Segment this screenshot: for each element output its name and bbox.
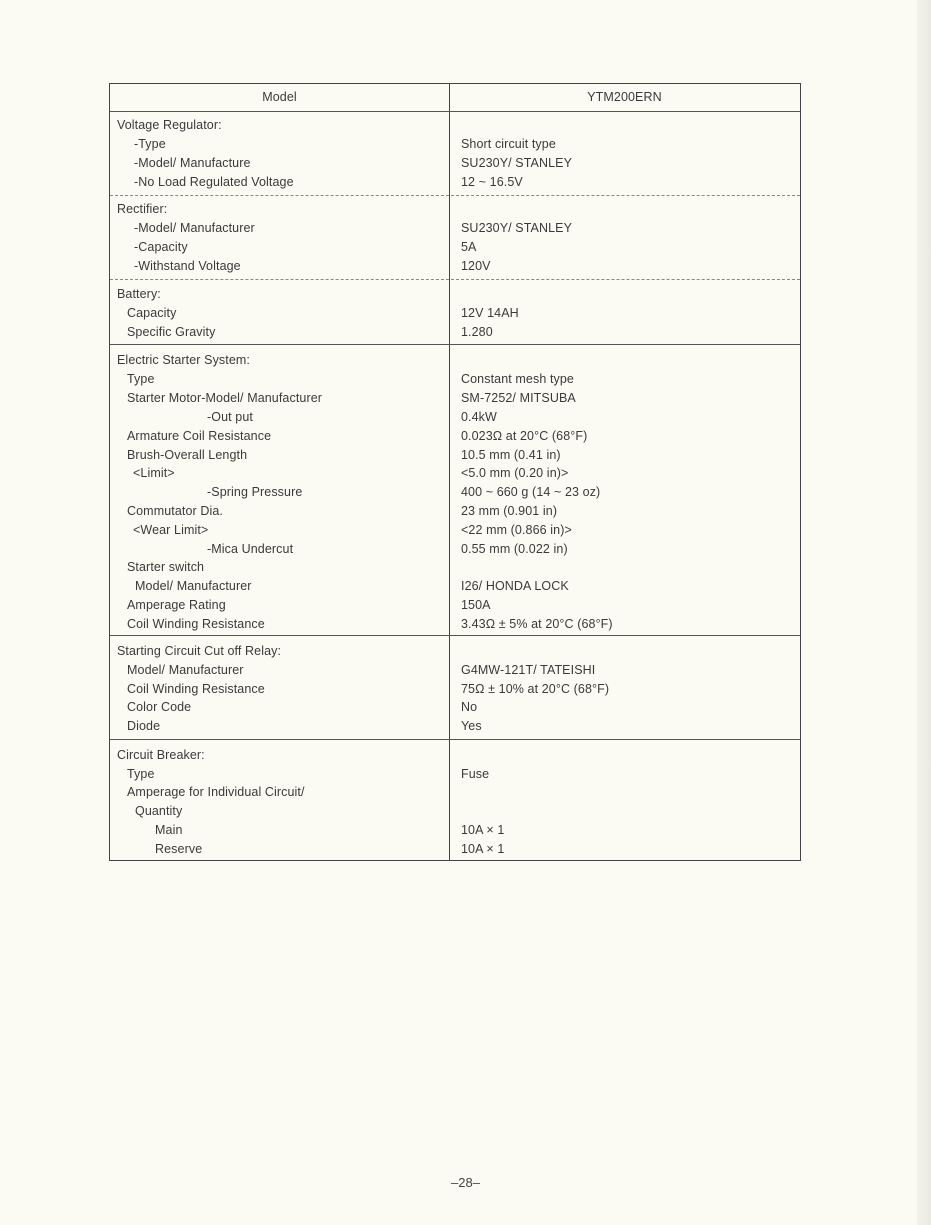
row-value: 75Ω ± 10% at 20°C (68°F) (461, 682, 610, 696)
row-value: 5A (461, 240, 477, 254)
row-label: Main (155, 823, 183, 837)
row-value: SU230Y/ STANLEY (461, 156, 573, 170)
row-label: Type (127, 767, 155, 781)
row-label: Coil Winding Resistance (127, 682, 265, 696)
section-title-relay: Starting Circuit Cut off Relay: (117, 644, 282, 658)
row-value: I26/ HONDA LOCK (461, 579, 569, 593)
row-label: Diode (127, 719, 161, 733)
section-title-breaker: Circuit Breaker: (117, 748, 205, 762)
row-label: -Model/ Manufacture (134, 156, 251, 170)
section-rule (110, 195, 800, 196)
section-rule (110, 279, 800, 280)
row-value: 10A × 1 (461, 823, 505, 837)
row-label: Type (127, 372, 155, 386)
row-value: Fuse (461, 767, 490, 781)
row-label: -Type (134, 137, 166, 151)
row-value: Constant mesh type (461, 372, 574, 386)
row-value: 400 ~ 660 g (14 ~ 23 oz) (461, 485, 601, 499)
row-value: 0.4kW (461, 410, 497, 424)
row-label: -Model/ Manufacturer (134, 221, 255, 235)
row-label: Armature Coil Resistance (127, 429, 272, 443)
row-value: 10A × 1 (461, 842, 505, 856)
page-edge (917, 0, 931, 1225)
model-header-value: YTM200ERN (587, 90, 662, 104)
row-value: 10.5 mm (0.41 in) (461, 448, 561, 462)
row-value: 23 mm (0.901 in) (461, 504, 558, 518)
row-label: -Mica Undercut (207, 542, 294, 556)
section-title-voltage-regulator: Voltage Regulator: (117, 118, 222, 132)
row-label: Commutator Dia. (127, 504, 223, 518)
row-label: <Wear Limit> (133, 523, 209, 537)
row-value: 1.280 (461, 325, 493, 339)
header-rule (110, 111, 800, 112)
row-value: Short circuit type (461, 137, 556, 151)
row-label: -Spring Pressure (207, 485, 303, 499)
section-rule (110, 635, 800, 636)
section-rule (110, 344, 800, 345)
row-value: <5.0 mm (0.20 in)> (461, 466, 569, 480)
row-label: Specific Gravity (127, 325, 216, 339)
row-value: SU230Y/ STANLEY (461, 221, 573, 235)
section-title-rectifier: Rectifier: (117, 202, 168, 216)
row-label: Model/ Manufacturer (127, 663, 244, 677)
row-value: 12V 14AH (461, 306, 519, 320)
row-label: Brush-Overall Length (127, 448, 248, 462)
row-label: -Withstand Voltage (134, 259, 241, 273)
row-value: <22 mm (0.866 in)> (461, 523, 572, 537)
row-value: 3.43Ω ± 5% at 20°C (68°F) (461, 617, 613, 631)
row-label: Coil Winding Resistance (127, 617, 265, 631)
row-label: Reserve (155, 842, 203, 856)
row-label: <Limit> (133, 466, 175, 480)
row-label: Starter Motor-Model/ Manufacturer (127, 391, 323, 405)
row-value: G4MW-121T/ TATEISHI (461, 663, 596, 677)
section-title-starter: Electric Starter System: (117, 353, 250, 367)
spec-table (109, 83, 801, 861)
model-header-label: Model (262, 90, 297, 104)
page-number: –28– (451, 1175, 480, 1190)
row-value: 0.023Ω at 20°C (68°F) (461, 429, 588, 443)
row-label: Starter switch (127, 560, 205, 574)
row-label: -Capacity (134, 240, 188, 254)
row-label: -Out put (207, 410, 253, 424)
row-value: No (461, 700, 478, 714)
row-label: Model/ Manufacturer (135, 579, 252, 593)
column-divider (449, 84, 450, 860)
row-label: Capacity (127, 306, 177, 320)
row-label: Amperage for Individual Circuit/ (127, 785, 305, 799)
section-rule (110, 739, 800, 740)
row-value: 0.55 mm (0.022 in) (461, 542, 568, 556)
row-label: Color Code (127, 700, 192, 714)
row-value: SM-7252/ MITSUBA (461, 391, 576, 405)
row-label: Amperage Rating (127, 598, 226, 612)
row-value: 12 ~ 16.5V (461, 175, 523, 189)
row-value: Yes (461, 719, 482, 733)
row-value: 120V (461, 259, 491, 273)
section-title-battery: Battery: (117, 287, 161, 301)
row-value: 150A (461, 598, 491, 612)
row-label: Quantity (135, 804, 183, 818)
row-label: -No Load Regulated Voltage (134, 175, 294, 189)
